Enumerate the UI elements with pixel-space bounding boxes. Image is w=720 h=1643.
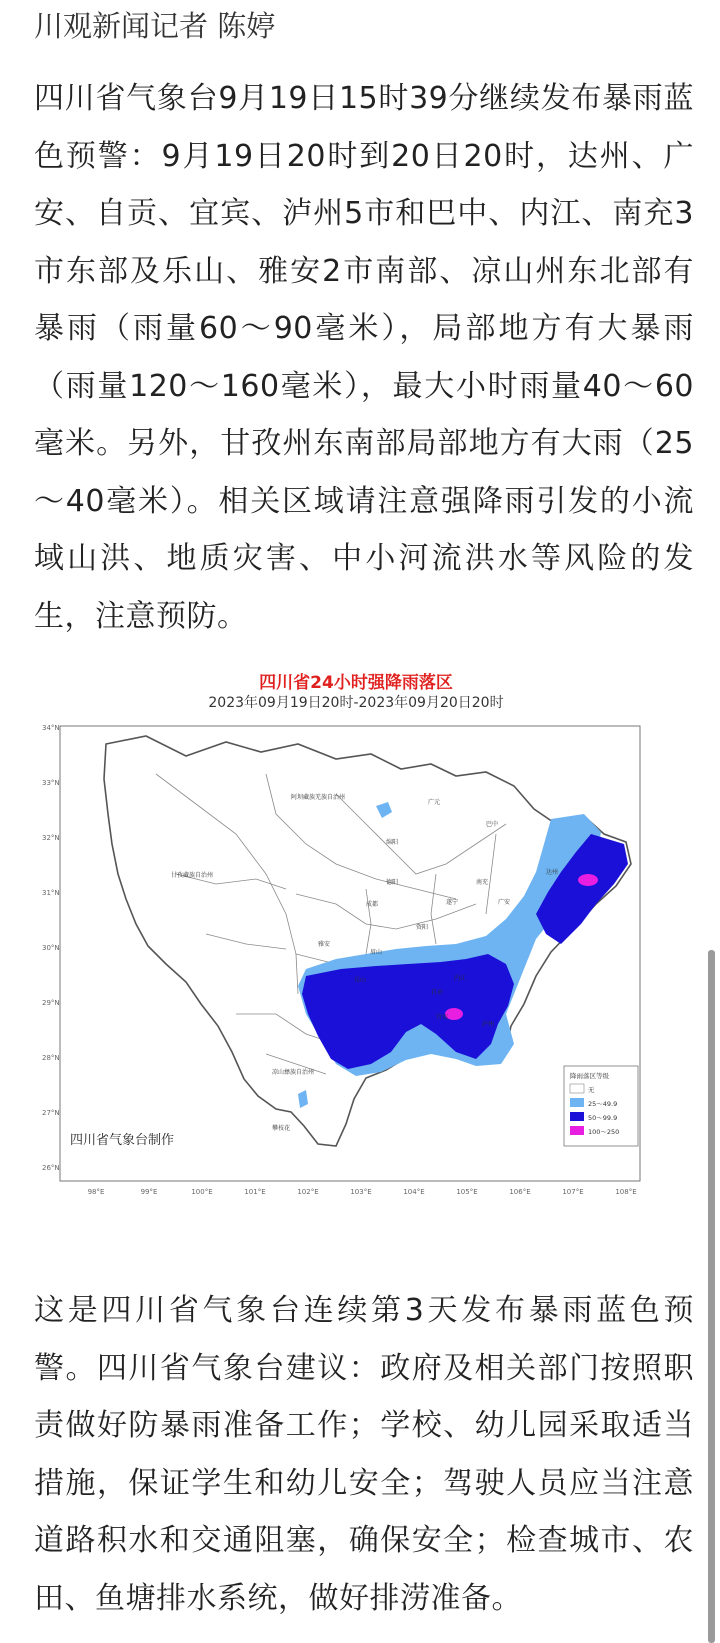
rainfall-map-figure[interactable] <box>36 668 676 1224</box>
lon-label: 100°E <box>191 1188 213 1196</box>
city-label: 宜宾 <box>436 1014 449 1021</box>
lat-label: 28°N <box>42 1054 60 1062</box>
lat-label: 30°N <box>42 944 60 952</box>
sichuan-rainfall-map <box>36 714 676 1224</box>
city-label: 内江 <box>454 975 467 982</box>
lat-label: 27°N <box>42 1109 60 1117</box>
city-label: 眉山 <box>370 949 383 956</box>
city-label: 资阳 <box>416 924 429 931</box>
map-legend <box>564 1066 638 1146</box>
legend-swatch-25-49 <box>570 1098 584 1107</box>
city-label: 乐山 <box>354 977 367 984</box>
lon-label: 101°E <box>244 1188 266 1196</box>
legend-label: 50～99.9 <box>588 1114 618 1122</box>
lon-label: 106°E <box>509 1188 531 1196</box>
legend-label: 25～49.9 <box>588 1100 618 1108</box>
article-paragraph-1: 四川省气象台9月19日15时39分继续发布暴雨蓝色预警：9月19日20时到20日20时，达州、广安、自贡、宜宾、泸州5市和巴中、内江、南充3市东部及乐山、雅安2市南部、凉山州东北部有暴雨（雨量60～90毫米），局部地方有大暴雨（雨量120～160毫米），最大小时雨量40～60毫米。另外，甘孜州东南部局部地方有大雨（25～40毫米）。相关区域请注意强降雨引发的小流域山洪、地质灾害、中小河流洪水等风险的发生，注意预防。 <box>34 81 694 634</box>
legend-label: 100～250 <box>588 1128 620 1136</box>
city-label: 凉山彝族自治州 <box>272 1069 315 1076</box>
city-label: 南充 <box>476 879 489 886</box>
article-paragraph-2: 这是四川省气象台连续第3天发布暴雨蓝色预警。四川省气象台建议：政府及相关部门按照职责做好防暴雨准备工作；学校、幼儿园采取适当措施，保证学生和幼儿安全；驾驶人员应当注意道路积水和交通阻塞，确保安全；检查城市、农田、鱼塘排水系统，做好排涝准备。 <box>34 1293 694 1616</box>
lat-label: 31°N <box>42 889 60 897</box>
lon-label: 102°E <box>297 1188 319 1196</box>
lon-label: 104°E <box>403 1188 425 1196</box>
lon-label: 103°E <box>350 1188 372 1196</box>
map-credit: 四川省气象台制作 <box>70 1133 175 1148</box>
city-label: 达州 <box>546 869 559 876</box>
legend-swatch-50-99 <box>570 1112 584 1121</box>
lat-label: 29°N <box>42 999 60 1007</box>
city-label: 攀枝花 <box>272 1125 291 1132</box>
city-label: 雅安 <box>318 941 331 948</box>
city-label: 泸州 <box>482 1021 495 1028</box>
lon-label: 98°E <box>87 1188 105 1196</box>
legend-label: 无 <box>588 1086 595 1094</box>
map-title: 四川省24小时强降雨落区 <box>259 673 453 693</box>
legend-swatch-none <box>570 1084 584 1093</box>
city-label: 成都 <box>366 901 379 908</box>
lat-label: 32°N <box>42 834 60 842</box>
scrollbar[interactable] <box>708 950 715 1643</box>
rain-area-100-250-east <box>578 874 598 886</box>
legend-title: 降雨落区等级 <box>570 1072 609 1080</box>
city-label: 广安 <box>498 899 511 906</box>
city-label: 遂宁 <box>446 899 459 906</box>
lon-label: 108°E <box>615 1188 637 1196</box>
city-label: 广元 <box>428 799 441 806</box>
city-label: 甘孜藏族自治州 <box>171 872 214 879</box>
city-label: 巴中 <box>486 821 499 828</box>
lat-label: 26°N <box>42 1164 60 1172</box>
city-label: 阿坝藏族羌族自治州 <box>291 794 346 801</box>
map-subtitle: 2023年09月19日20时-2023年09月20日20时 <box>208 695 504 711</box>
city-label: 德阳 <box>386 879 399 886</box>
lat-label: 33°N <box>42 779 60 787</box>
city-label: 绵阳 <box>386 839 399 846</box>
legend-swatch-100-250 <box>570 1126 584 1135</box>
city-label: 自贡 <box>431 989 444 996</box>
byline: 川观新闻记者 陈婷 <box>34 9 276 43</box>
lon-label: 105°E <box>456 1188 478 1196</box>
lon-label: 107°E <box>562 1188 584 1196</box>
lon-label: 99°E <box>140 1188 158 1196</box>
lat-label: 34°N <box>42 724 60 732</box>
